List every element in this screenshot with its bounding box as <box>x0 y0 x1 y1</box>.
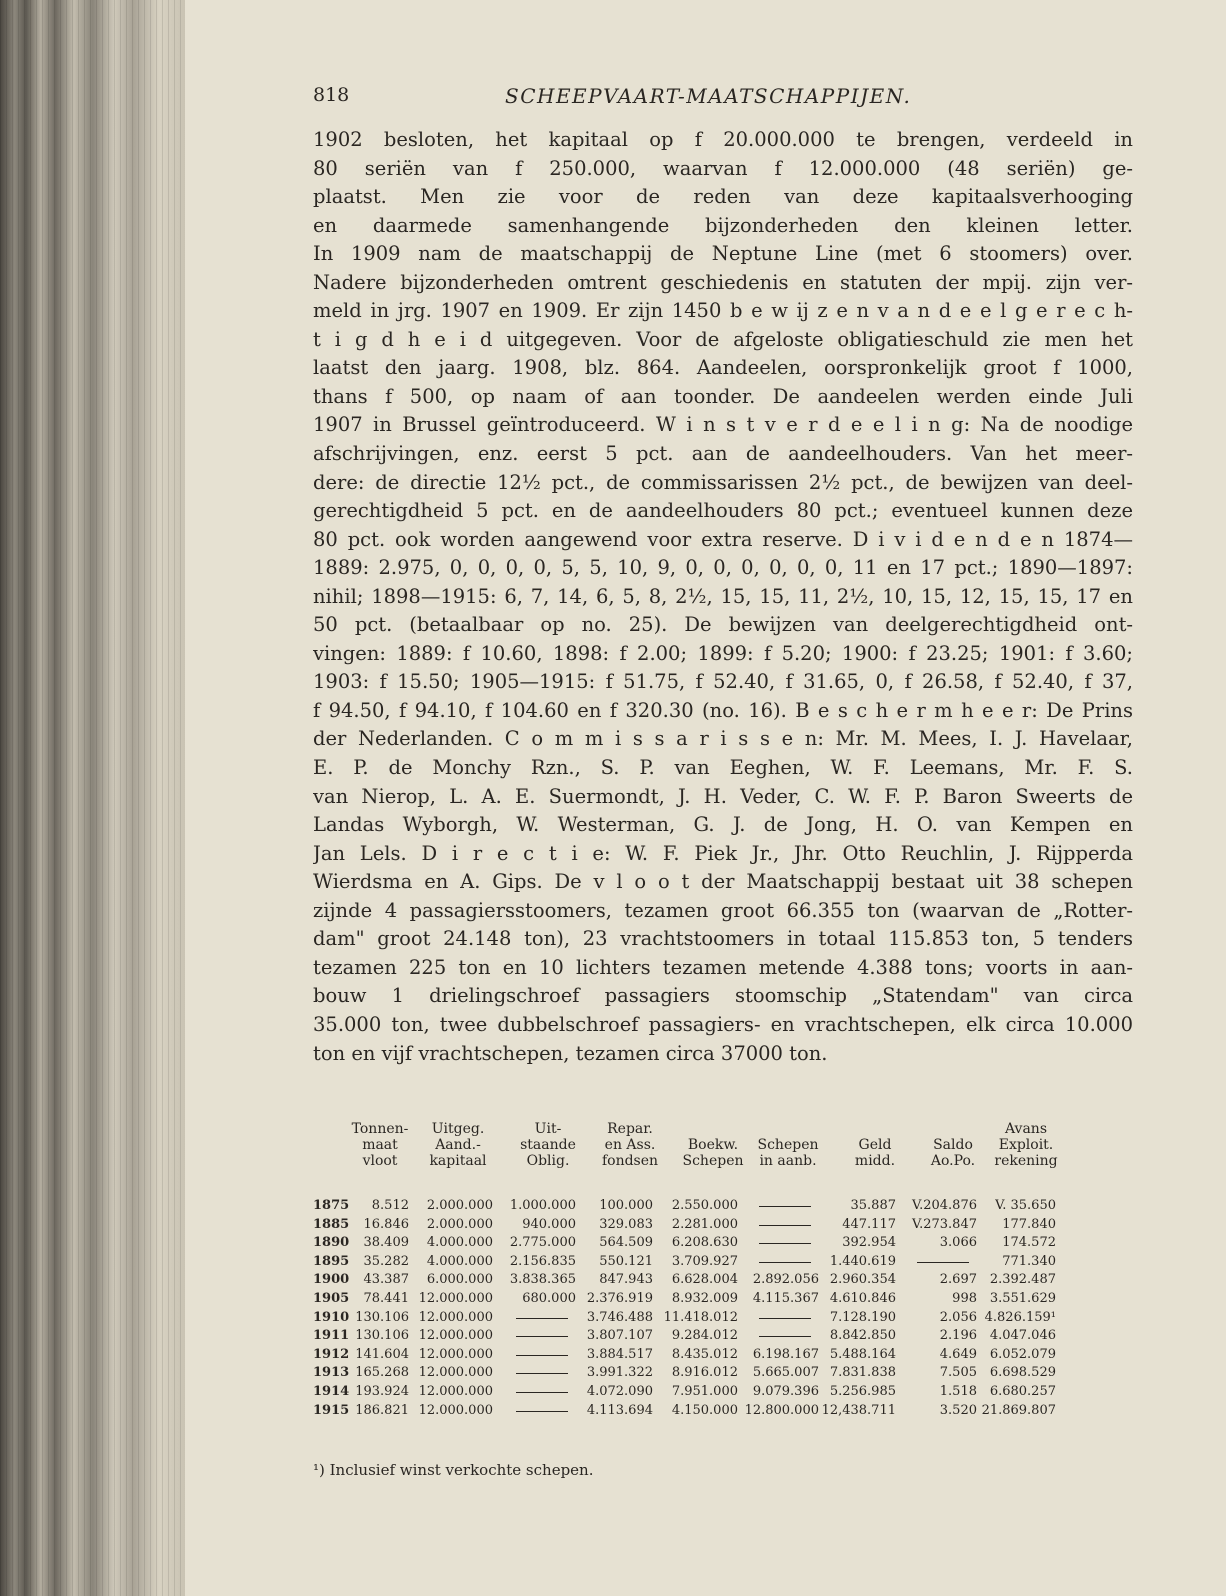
value-cell: 141.604 <box>355 1346 409 1362</box>
value-cell: 43.387 <box>363 1272 409 1288</box>
dash-cell <box>759 1318 811 1319</box>
column-header-line: Oblig. <box>526 1153 570 1169</box>
dash-cell <box>759 1262 811 1263</box>
year-cell: 1900 <box>313 1272 350 1288</box>
table-row <box>313 1271 1143 1290</box>
value-cell: 5.488.164 <box>829 1346 896 1362</box>
value-cell: 771.340 <box>1002 1253 1056 1269</box>
value-cell: 100.000 <box>599 1198 653 1213</box>
value-cell: 2.196 <box>939 1328 977 1344</box>
year-cell: 1913 <box>313 1365 350 1381</box>
value-cell: 680.000 <box>522 1290 576 1306</box>
column-header-line: Ao.Po. <box>930 1153 976 1169</box>
value-cell: 6.000.000 <box>426 1272 493 1288</box>
page-header <box>313 84 1143 114</box>
value-cell: 8.512 <box>371 1198 409 1213</box>
value-cell: 7.951.000 <box>671 1383 738 1399</box>
column-header-line: Uitgeg. <box>431 1121 485 1137</box>
value-cell: 130.106 <box>355 1309 409 1325</box>
value-cell: 5.665.007 <box>752 1365 819 1381</box>
table-row <box>313 1364 1143 1383</box>
table-row <box>313 1290 1143 1309</box>
column-header <box>585 1121 675 1169</box>
text-line: laatst den jaarg. 1908, blz. 864. Aandeelen, oorspronkelijk groot f 1000, <box>313 356 1133 380</box>
value-cell: 12.000.000 <box>418 1290 493 1306</box>
year-cell: 1885 <box>313 1216 350 1232</box>
value-cell: 174.572 <box>1002 1235 1056 1251</box>
value-cell: 1.000.000 <box>509 1198 576 1213</box>
column-header <box>830 1121 920 1169</box>
value-cell: 8.916.012 <box>671 1365 738 1381</box>
value-cell: 6.052.079 <box>989 1346 1056 1362</box>
column-header <box>743 1121 833 1169</box>
value-cell: 2.000.000 <box>426 1198 493 1213</box>
column-header-line: in aanb. <box>759 1153 817 1169</box>
running-title: SCHEEPVAART-MAATSCHAPPIJEN. <box>505 84 912 108</box>
table-body <box>313 1197 1143 1420</box>
text-line: dere: de directie 12½ pct., de commissarissen 2½ pct., de bewijzen van deel- <box>313 470 1133 494</box>
value-cell: 2.697 <box>939 1272 977 1288</box>
dash-cell <box>516 1411 568 1412</box>
value-cell: 9.284.012 <box>671 1328 738 1344</box>
value-cell: 2.376.919 <box>586 1290 653 1306</box>
value-cell: 9.079.396 <box>752 1383 819 1399</box>
value-cell: V.273.847 <box>911 1216 977 1232</box>
text-line: zijnde 4 passagiersstoomers, tezamen groot 66.355 ton (waarvan de „Rotter- <box>313 898 1133 922</box>
column-header-line: Aand.- <box>435 1137 481 1153</box>
value-cell: 2.000.000 <box>426 1216 493 1232</box>
value-cell: 3.746.488 <box>586 1309 653 1325</box>
value-cell: 16.846 <box>363 1216 409 1232</box>
value-cell: 12.800.000 <box>744 1402 819 1418</box>
text-line: meld in jrg. 1907 en 1909. Er zijn 1450 b e w ij z e n v a n d e e l g e r e c h- <box>313 299 1133 323</box>
text-line: 80 seriën van f 250.000, waarvan f 12.000.000 (48 seriën) ge- <box>313 156 1133 180</box>
table-row <box>313 1402 1143 1421</box>
value-cell: 2.960.354 <box>829 1272 896 1288</box>
value-cell: 998 <box>952 1290 977 1306</box>
value-cell: 8.932.009 <box>671 1290 738 1306</box>
column-header-line: kapitaal <box>429 1153 487 1169</box>
text-line: E. P. de Monchy Rzn., S. P. van Eeghen, W. F. Leemans, Mr. F. S. <box>313 756 1133 780</box>
table-row <box>313 1234 1143 1253</box>
text-line: 1903: f 15.50; 1905—1915: f 51.75, f 52.40, f 31.65, 0, f 26.58, f 52.40, f 37, <box>313 670 1133 694</box>
value-cell: 3.838.365 <box>509 1272 576 1288</box>
value-cell: V. 35.650 <box>995 1198 1056 1213</box>
value-cell: 3.884.517 <box>586 1346 653 1362</box>
value-cell: 7.831.838 <box>829 1365 896 1381</box>
value-cell: 3.991.322 <box>586 1365 653 1381</box>
dash-cell <box>516 1336 568 1337</box>
value-cell: 12,438.711 <box>821 1402 896 1418</box>
value-cell: 2.392.487 <box>989 1272 1056 1288</box>
text-line: 1902 besloten, het kapitaal op f 20.000.000 te brengen, verdeeld in <box>313 128 1133 151</box>
text-line: 80 pct. ook worden aangewend voor extra reserve. D i v i d e n d e n 1874— <box>313 527 1133 551</box>
footnote: ¹) Inclusief winst verkochte schepen. <box>313 1461 594 1479</box>
value-cell: 3.709.927 <box>671 1253 738 1269</box>
value-cell: 3.066 <box>939 1235 977 1251</box>
year-cell: 1890 <box>313 1235 350 1251</box>
value-cell: 12.000.000 <box>418 1365 493 1381</box>
column-header-line: Repar. <box>607 1121 653 1137</box>
body-text <box>313 126 1133 1068</box>
value-cell: 177.840 <box>1002 1216 1056 1232</box>
value-cell: 2.056 <box>939 1309 977 1325</box>
year-cell: 1915 <box>313 1402 350 1418</box>
value-cell: 7.505 <box>939 1365 977 1381</box>
value-cell: 6.198.167 <box>752 1346 819 1362</box>
dash-cell <box>516 1318 568 1319</box>
text-line: 50 pct. (betaalbaar op no. 25). De bewijzen van deelgerechtigdheid ont- <box>313 613 1133 637</box>
text-line: dam" groot 24.148 ton), 23 vrachtstoomers in totaal 115.853 ton, 5 tenders <box>313 927 1133 951</box>
table-row <box>313 1383 1143 1402</box>
value-cell: 2.156.835 <box>509 1253 576 1269</box>
value-cell: 4.150.000 <box>671 1402 738 1418</box>
value-cell: 3.551.629 <box>989 1290 1056 1306</box>
text-line: tezamen 225 ton en 10 lichters tezamen metende 4.388 tons; voorts in aan- <box>313 955 1133 979</box>
value-cell: 4.115.367 <box>752 1290 819 1306</box>
value-cell: 2.892.056 <box>752 1272 819 1288</box>
table-row <box>313 1309 1143 1328</box>
value-cell: 3.807.107 <box>586 1328 653 1344</box>
column-header-line: vloot <box>362 1153 398 1169</box>
text-line: ton en vijf vrachtschepen, tezamen circa 37000 ton. <box>313 1041 828 1065</box>
text-line: afschrijvingen, enz. eerst 5 pct. aan de aandeelhouders. Van het meer- <box>313 442 1133 466</box>
text-line: der Nederlanden. C o m m i s s a r i s s e n: Mr. M. Mees, I. J. Havelaar, <box>313 727 1133 751</box>
dash-cell <box>516 1373 568 1374</box>
value-cell: 12.000.000 <box>418 1383 493 1399</box>
column-header-line: Tonnen- <box>351 1121 409 1137</box>
value-cell: 4.610.846 <box>829 1290 896 1306</box>
value-cell: 4.047.046 <box>989 1328 1056 1344</box>
value-cell: 8.842.850 <box>829 1328 896 1344</box>
text-line: 35.000 ton, twee dubbelschroef passagiers- en vrachtschepen, elk circa 10.000 <box>313 1012 1133 1036</box>
column-header-line: rekening <box>994 1153 1058 1169</box>
column-header-line <box>743 1121 833 1137</box>
value-cell: 2.775.000 <box>509 1235 576 1251</box>
value-cell: 130.106 <box>355 1328 409 1344</box>
text-line: vingen: 1889: f 10.60, 1898: f 2.00; 1899: f 5.20; 1900: f 23.25; 1901: f 3.60; <box>313 641 1133 665</box>
value-cell: 7.128.190 <box>829 1309 896 1325</box>
value-cell: 12.000.000 <box>418 1346 493 1362</box>
text-line: gerechtigdheid 5 pct. en de aandeelhouders 80 pct.; eventueel kunnen deze <box>313 499 1133 523</box>
value-cell: 2.281.000 <box>671 1216 738 1232</box>
column-header-line: Avans <box>1005 1121 1047 1137</box>
column-header <box>981 1121 1071 1169</box>
text-line: en daarmede samenhangende bijzonderheden den kleinen letter. <box>313 213 1133 237</box>
value-cell: 35.282 <box>363 1253 409 1269</box>
value-cell: 78.441 <box>363 1290 409 1306</box>
text-line: 1907 in Brussel geïntroduceerd. W i n s t v e r d e e l i n g: Na de noodige <box>313 413 1133 437</box>
text-line: nihil; 1898—1915: 6, 7, 14, 6, 5, 8, 2½, 15, 15, 11, 2½, 10, 15, 12, 15, 15, 17 en <box>313 584 1133 608</box>
text-line: van Nierop, L. A. E. Suermondt, J. H. Veder, C. W. F. P. Baron Sweerts de <box>313 784 1133 808</box>
table-row <box>313 1327 1143 1346</box>
column-header-line: Boekw. <box>687 1137 739 1153</box>
value-cell: 3.520 <box>939 1402 977 1418</box>
value-cell: 1.440.619 <box>829 1253 896 1269</box>
column-header-line: maat <box>362 1137 398 1153</box>
value-cell: 4.000.000 <box>426 1235 493 1251</box>
value-cell: 6.698.529 <box>989 1365 1056 1381</box>
year-cell: 1914 <box>313 1383 350 1399</box>
value-cell: 8.435.012 <box>671 1346 738 1362</box>
document-page <box>185 0 1226 1596</box>
text-line: In 1909 nam de maatschappij de Neptune Line (met 6 stoomers) over. <box>313 242 1133 266</box>
value-cell: 21.869.807 <box>981 1402 1056 1418</box>
table-row <box>313 1216 1143 1235</box>
value-cell: 11.418.012 <box>663 1309 738 1325</box>
year-cell: 1910 <box>313 1309 350 1325</box>
value-cell: 4.826.159¹ <box>984 1309 1056 1325</box>
value-cell: 38.409 <box>363 1235 409 1251</box>
value-cell: 6.208.630 <box>671 1235 738 1251</box>
value-cell: 550.121 <box>599 1253 653 1269</box>
text-line: f 94.50, f 94.10, f 104.60 en f 320.30 (no. 16). B e s c h e r m h e e r: De Prins <box>313 698 1133 722</box>
value-cell: 940.000 <box>522 1216 576 1232</box>
column-header <box>503 1121 593 1169</box>
value-cell: 447.117 <box>842 1216 896 1232</box>
financial-table <box>313 1121 1143 1420</box>
year-cell: 1905 <box>313 1290 350 1306</box>
value-cell: 12.000.000 <box>418 1328 493 1344</box>
text-line: thans f 500, op naam of aan toonder. De aandeelen werden einde Juli <box>313 384 1133 408</box>
value-cell: 186.821 <box>355 1402 409 1418</box>
value-cell: 165.268 <box>355 1365 409 1381</box>
column-header-line: Schepen <box>757 1137 819 1153</box>
column-header-line: Schepen <box>682 1153 744 1169</box>
table-header <box>313 1121 1143 1197</box>
value-cell: V.204.876 <box>911 1198 977 1213</box>
value-cell: 847.943 <box>599 1272 653 1288</box>
value-cell: 4.000.000 <box>426 1253 493 1269</box>
column-header-line <box>830 1121 920 1137</box>
value-cell: 4.649 <box>939 1346 977 1362</box>
text-line: t i g d h e i d uitgegeven. Voor de afgeloste obligatieschuld zie men het <box>313 327 1133 351</box>
value-cell: 2.550.000 <box>671 1198 738 1213</box>
value-cell: 392.954 <box>842 1235 896 1251</box>
text-line: Wierdsma en A. Gips. De v l o o t der Maatschappij bestaat uit 38 schepen <box>313 870 1133 894</box>
column-header <box>335 1121 425 1169</box>
dash-cell <box>516 1355 568 1356</box>
dash-cell <box>917 1262 969 1263</box>
text-line: Landas Wyborgh, W. Westerman, G. J. de Jong, H. O. van Kempen en <box>313 813 1133 837</box>
year-cell: 1912 <box>313 1346 350 1362</box>
text-line: Jan Lels. D i r e c t i e: W. F. Piek Jr., Jhr. Otto Reuchlin, J. Rijpperda <box>313 841 1133 865</box>
column-header-line: midd. <box>854 1153 896 1169</box>
dash-cell <box>516 1392 568 1393</box>
table-row <box>313 1253 1143 1272</box>
year-cell: 1875 <box>313 1198 350 1213</box>
column-header-line: Uit- <box>534 1121 562 1137</box>
dash-cell <box>759 1206 811 1207</box>
year-cell: 1895 <box>313 1253 350 1269</box>
column-header-line: Exploit. <box>998 1137 1054 1153</box>
value-cell: 329.083 <box>599 1216 653 1232</box>
text-line: plaatst. Men zie voor de reden van deze kapitaalsverhooging <box>313 185 1133 209</box>
column-header <box>413 1121 503 1169</box>
value-cell: 564.509 <box>599 1235 653 1251</box>
value-cell: 5.256.985 <box>829 1383 896 1399</box>
column-header-line: Geld <box>858 1137 892 1153</box>
column-header-line: Saldo <box>933 1137 973 1153</box>
value-cell: 193.924 <box>355 1383 409 1399</box>
column-header-line: staande <box>520 1137 576 1153</box>
value-cell: 1.518 <box>939 1383 977 1399</box>
text-line: Nadere bijzonderheden omtrent geschiedenis en statuten der mpij. zijn ver- <box>313 270 1133 294</box>
value-cell: 4.072.090 <box>586 1383 653 1399</box>
value-cell: 4.113.694 <box>586 1402 653 1418</box>
book-spine-page-edges <box>0 0 185 1596</box>
column-header-line: fondsen <box>601 1153 659 1169</box>
value-cell: 6.680.257 <box>989 1383 1056 1399</box>
year-cell: 1911 <box>313 1328 350 1344</box>
text-line: bouw 1 drielingschroef passagiers stoomschip „Statendam" van circa <box>313 984 1133 1008</box>
table-row <box>313 1197 1143 1216</box>
value-cell: 12.000.000 <box>418 1309 493 1325</box>
column-header-line: en Ass. <box>604 1137 656 1153</box>
value-cell: 35.887 <box>850 1198 896 1213</box>
table-row <box>313 1346 1143 1365</box>
dash-cell <box>759 1336 811 1337</box>
dash-cell <box>759 1225 811 1226</box>
value-cell: 6.628.004 <box>671 1272 738 1288</box>
value-cell: 12.000.000 <box>418 1402 493 1418</box>
dash-cell <box>759 1243 811 1244</box>
text-line: 1889: 2.975, 0, 0, 0, 0, 5, 5, 10, 9, 0, 0, 0, 0, 0, 0, 11 en 17 pct.; 1890—1897: <box>313 556 1133 580</box>
page-number: 818 <box>313 84 350 106</box>
